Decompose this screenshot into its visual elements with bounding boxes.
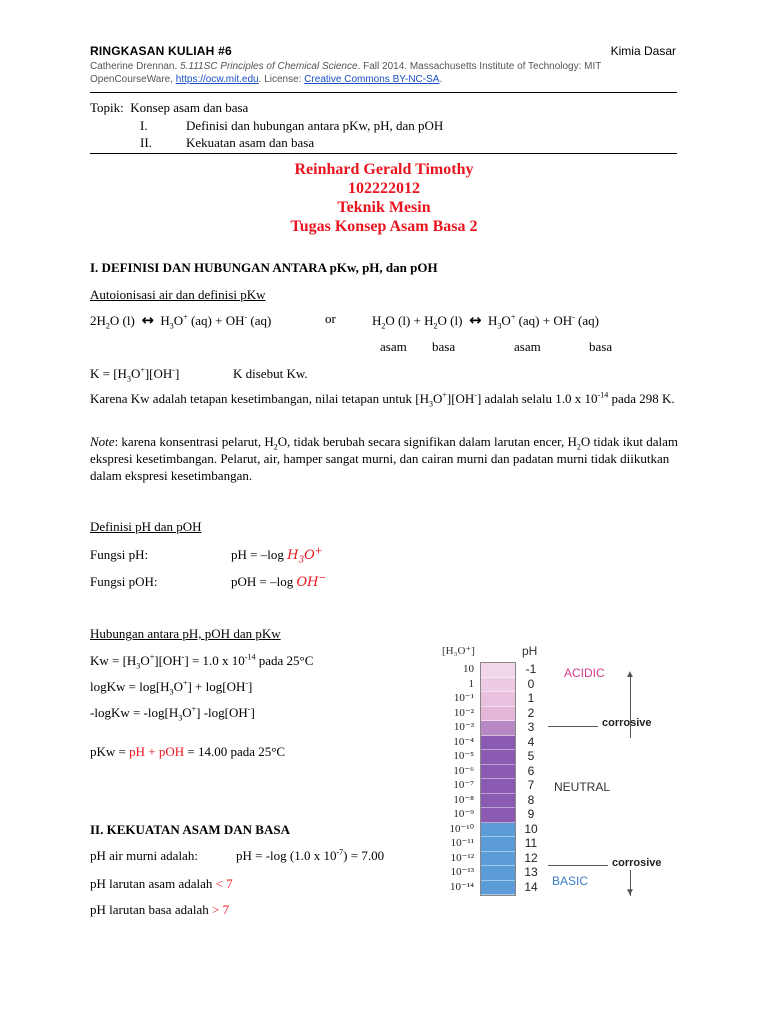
text: pKw = — [90, 744, 130, 759]
ph-value-label: 7 — [527, 778, 535, 792]
or-label: or — [325, 311, 336, 326]
acid-ph-line — [90, 876, 233, 892]
label-asam-1: asam — [380, 339, 407, 354]
k-note: K disebut Kw. — [233, 366, 308, 381]
topic-divider — [90, 153, 677, 154]
ph-formula — [231, 546, 323, 566]
equilibrium-arrow-icon: ↔ — [141, 311, 154, 329]
topic-item-2-text: Kekuatan asam dan basa — [186, 135, 315, 150]
text: Karena Kw adalah tetapan kesetimbangan, nilai tetapan untuk [H — [90, 391, 429, 406]
h3o-value-label: 10⁻¹² — [450, 851, 474, 864]
h3o-value-label: 10⁻⁸ — [453, 793, 474, 806]
text: pada 298 K. — [608, 391, 675, 406]
label-basa-1: basa — [432, 339, 456, 354]
text: pH larutan basa adalah — [90, 902, 213, 917]
section-1-heading: I. DEFINISI DAN HUBUNGAN ANTARA pKw, pH, dan pOH — [90, 260, 438, 275]
acidic-label: ACIDIC — [564, 666, 605, 680]
text: ][OH — [446, 391, 475, 406]
text: pH = –log — [231, 547, 284, 562]
basic-label: BASIC — [552, 874, 589, 888]
logkw-expression: logKw = $\log[H_3O^+] + \log[OH^-]$ — [90, 678, 253, 697]
ph-value-label: 11 — [524, 836, 538, 850]
text: pada 25°C — [255, 653, 314, 668]
h3o-math: $H_3O^+$ — [287, 546, 323, 566]
text: pOH = –log — [231, 574, 294, 589]
topic-item-2-num: II. — [140, 135, 152, 150]
base-value: > 7 — [212, 902, 230, 917]
fungsi-ph-label: Fungsi pH: — [90, 547, 149, 562]
h3o-value-label: 10⁻⁴ — [453, 735, 474, 748]
ph-scale-cell — [481, 750, 515, 765]
citation-text: . — [439, 74, 443, 85]
h3o-value-label: 10 — [463, 663, 474, 675]
acid-value: < 7 — [215, 876, 233, 891]
citation — [90, 60, 680, 86]
ph-scale-cell — [481, 707, 515, 722]
topic-line — [90, 100, 248, 116]
header-divider — [90, 92, 677, 93]
ph-value-column — [516, 662, 546, 894]
license-link[interactable]: Creative Commons BY-NC-SA — [304, 74, 440, 85]
neutral-label: NEUTRAL — [554, 780, 611, 794]
h3o-value-label: 10⁻² — [453, 706, 474, 719]
oh-math: OH− — [296, 573, 327, 590]
h3o-value-column — [434, 662, 478, 894]
ph-scale-cell — [481, 794, 515, 809]
h3o-value-label: 10⁻¹ — [453, 692, 474, 704]
ph-scale-cell — [481, 852, 515, 867]
h3o-value-label: 10⁻⁶ — [453, 764, 474, 777]
kw-expression: $Kw = [H_3O^+][OH^-] = 1.0$ x $10^{-14}$ pada 25°C — [90, 652, 314, 671]
topic-item-1-text: Definisi dan hubungan antara pKw, pH, dan pOH — [186, 118, 444, 133]
citation-course: 5.111SC Principles of Chemical Science — [180, 61, 358, 72]
h3o-column-header: [H₃O⁺] — [442, 645, 475, 657]
student-id: 102222012 — [348, 180, 420, 197]
text: = 1.0 x 10 — [188, 653, 245, 668]
h3o-value-label: 10⁻³ — [453, 721, 474, 733]
ph-value-label: 1 — [527, 691, 535, 705]
exponent: -14 — [597, 390, 609, 400]
ph-scale-cell — [481, 823, 515, 838]
ph-value-label: 9 — [527, 807, 535, 821]
topic-item-1-num: I. — [140, 118, 148, 133]
subheading-ph-poh: Definisi pH dan pOH — [90, 519, 202, 534]
h3o-value-label: 10⁻⁷ — [453, 779, 474, 791]
ph-scale-cell — [481, 692, 515, 707]
ph-scale-cell — [481, 721, 515, 736]
paragraph-kw: Karena Kw adalah tetapan kesetimbangan, nilai tetapan untuk $[H_3O^+][OH^-]$ adalah selalu 1.0 x $10^{-14}$ pada 298 K. — [90, 390, 675, 409]
citation-text: Catherine Drennan. — [90, 61, 181, 72]
citation-text: . Fall 2014. Massachusetts Institute of Technology: MIT OpenCourseWare, — [90, 61, 602, 85]
paragraph-note: Note: karena konsentrasi pelarut, $H_2O$, tidak berubah secara signifikan dalam larutan encer, $H_2O$ tidak ikut dalam ekspresi kesetimbangan. Pelarut, air, hamper sangat murni, dan cairan murni dan padatan murni tidak diikutkan dalam ekspresi kesetimbangan. — [90, 434, 678, 483]
text: O — [432, 391, 443, 406]
text: ) = 7.00 — [343, 848, 385, 863]
note-label: Note — [90, 434, 115, 449]
text: pH larutan asam adalah — [90, 876, 216, 891]
corrosive-top-line — [548, 726, 598, 727]
ph-value-label: -1 — [525, 662, 537, 676]
topic-value: Konsep asam dan basa — [130, 100, 249, 115]
ph-value-label: 2 — [527, 705, 535, 720]
ph-value-label: 0 — [527, 676, 535, 691]
corrosive-bottom-label: corrosive — [612, 857, 662, 869]
ph-scale-cell — [481, 678, 515, 693]
neg-logkw-expression: -logKw = $-\log[H_3O^+]$ -log[OH-] — [90, 704, 255, 723]
ph-value-label: 5 — [527, 749, 535, 763]
down-arrow-icon: ▼ — [625, 887, 635, 898]
assignment-title: Tugas Konsep Asam Basa 2 — [290, 218, 478, 235]
exponent: -14 — [244, 652, 256, 662]
up-arrow-icon: ▲ — [625, 669, 635, 680]
ph-scale-cell — [481, 736, 515, 751]
h3o-value-label: 10⁻⁹ — [453, 808, 474, 820]
topic-label: Topik: — [90, 100, 124, 115]
ph-poh-sum: pH + pOH — [129, 744, 185, 759]
k-expression: $K = [H_3O^+][OH^-]$ — [90, 365, 180, 384]
ph-value-label: 8 — [527, 792, 535, 807]
ph-scale-cell — [481, 837, 515, 852]
ocw-link[interactable]: https://ocw.mit.edu — [175, 74, 259, 85]
text: = 14.00 pada 25°C — [184, 744, 286, 759]
h3o-value-label: 10⁻¹¹ — [450, 837, 474, 849]
h3o-value-label: 10⁻¹⁴ — [450, 880, 474, 893]
h3o-value-label: 10⁻¹³ — [450, 866, 474, 878]
text: O tidak ikut dalam ekspresi kesetimbangan. Pelarut, air, hamper sangat murni, dan cairan murni dan padatan murni tidak diikutkan dalam ekspresi kesetimbangan. — [90, 434, 678, 483]
h3o-value-label: 1 — [468, 677, 474, 690]
equilibrium-arrow-icon: ↔ — [468, 311, 482, 329]
citation-text: . License: — [258, 74, 305, 85]
exponent: -7 — [336, 847, 344, 857]
pure-water-expr — [236, 848, 384, 864]
subheading-autoionization: Autoionisasi air dan definisi pKw — [90, 287, 266, 302]
ph-value-label: 3 — [527, 720, 535, 734]
text: pH = -log (1.0 x 10 — [236, 848, 337, 863]
ph-color-bar — [480, 662, 516, 896]
header-title: RINGKASAN KULIAH #6 — [90, 44, 232, 58]
label-basa-2: basa — [589, 339, 613, 354]
header-subject: Kimia Dasar — [610, 44, 676, 58]
base-ph-line — [90, 902, 229, 918]
corrosive-bottom-line — [548, 865, 608, 866]
equation-autoionization-1: $2H_2O$ (l) ↔ $H_3O^+$ (aq) + OH- (aq) — [90, 311, 272, 331]
ph-scale-cell — [481, 663, 515, 678]
section-2-heading: II. KEKUATAN ASAM DAN BASA — [90, 822, 290, 837]
h3o-value-label: 10⁻⁵ — [453, 750, 474, 762]
text: : karena konsentrasi pelarut, H — [114, 434, 274, 449]
ph-scale-cell — [481, 779, 515, 794]
pure-water-label: pH air murni adalah: — [90, 848, 198, 863]
student-major: Teknik Mesin — [337, 199, 431, 216]
ph-value-label: 13 — [524, 865, 538, 879]
poh-formula — [231, 574, 326, 590]
subheading-relationship: Hubungan antara pH, pOH dan pKw — [90, 626, 281, 641]
ph-scale-cell — [481, 808, 515, 823]
ph-scale-cell — [481, 765, 515, 780]
ph-scale-cell — [481, 881, 515, 896]
fungsi-poh-label: Fungsi pOH: — [90, 574, 158, 589]
ph-value-label: 4 — [527, 734, 535, 749]
label-asam-2: asam — [514, 339, 541, 354]
corrosive-top-label: corrosive — [602, 717, 652, 729]
ph-value-label: 6 — [527, 763, 535, 778]
ph-scale-cell — [481, 866, 515, 881]
text: O, tidak berubah secara signifikan dalam larutan encer, H — [277, 434, 577, 449]
pkw-expression — [90, 744, 285, 760]
student-name: Reinhard Gerald Timothy — [294, 161, 474, 178]
ph-scale-diagram — [430, 640, 680, 905]
text: ] adalah selalu 1.0 x 10 — [476, 391, 598, 406]
equation-autoionization-2: $H_2O$ $(l) + H_2O$ (l) ↔ $H_3O^+$ (aq) + OH- (aq) — [372, 311, 599, 331]
ph-value-label: 12 — [524, 850, 538, 865]
ph-value-label: 14 — [524, 879, 538, 894]
h3o-value-label: 10⁻¹⁰ — [449, 822, 474, 835]
ph-value-label: 10 — [524, 821, 538, 836]
ph-column-header: pH — [522, 644, 538, 658]
